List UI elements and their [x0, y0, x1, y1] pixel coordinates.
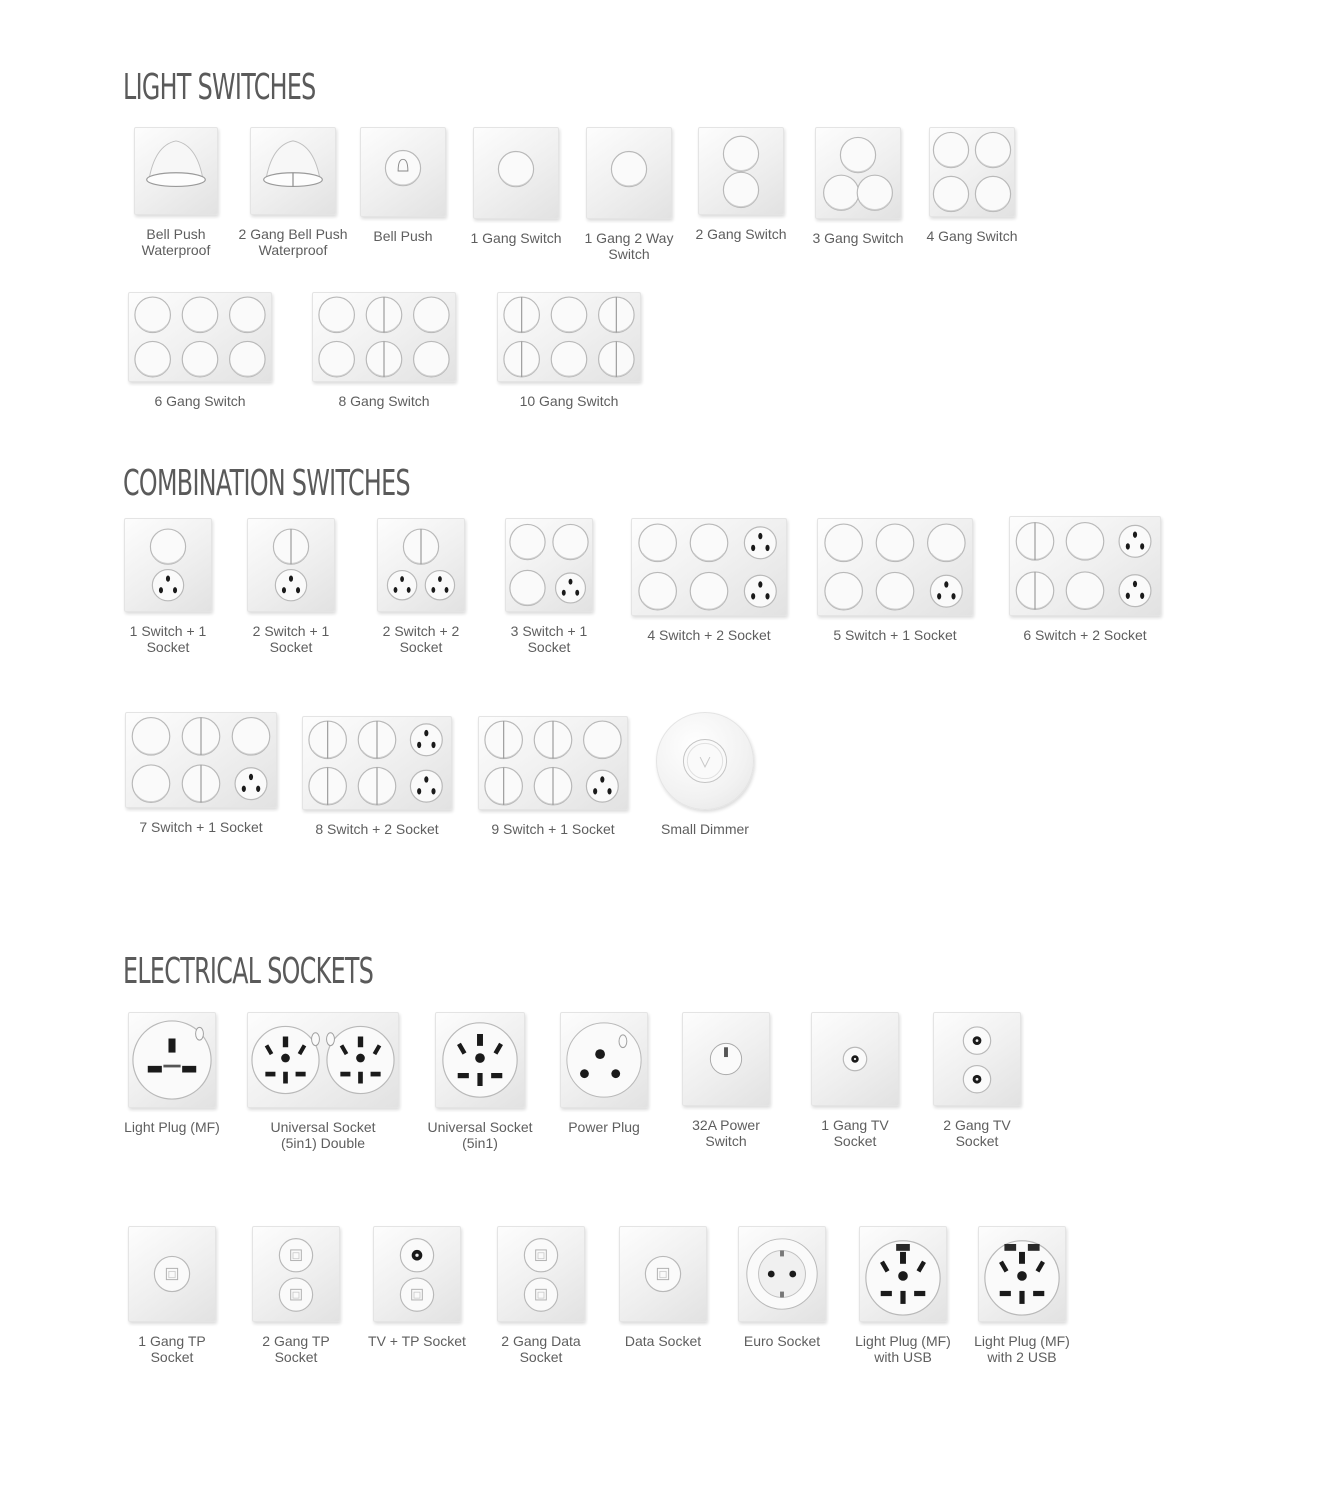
section-title-light-switches: LIGHT SWITCHES	[123, 67, 316, 108]
product-label: 2 Switch + 2 Socket	[382, 623, 460, 655]
product-label: 8 Gang Switch	[338, 393, 430, 409]
bell-2gang-waterproof-icon	[250, 127, 336, 215]
product-item[interactable]	[897, 127, 1047, 244]
product-label: 2 Gang TP Socket	[262, 1333, 330, 1365]
product-label: 1 Switch + 1 Socket	[129, 623, 207, 655]
universal-double-icon	[247, 1012, 399, 1108]
switch-3gang-icon	[815, 127, 901, 219]
product-label: 1 Gang TV Socket	[821, 1117, 889, 1149]
euro-socket-icon	[738, 1226, 826, 1322]
product-label: Light Plug (MF) with USB	[855, 1333, 951, 1365]
product-item[interactable]	[947, 1226, 1097, 1365]
product-label: 9 Switch + 1 Socket	[491, 821, 615, 837]
power-plug-icon	[560, 1012, 648, 1108]
product-label: 2 Gang Data Socket	[501, 1333, 581, 1365]
product-label: 6 Gang Switch	[154, 393, 246, 409]
product-item[interactable]	[125, 292, 275, 409]
product-label: Power Plug	[568, 1119, 640, 1135]
product-item[interactable]	[902, 1012, 1052, 1149]
product-item[interactable]	[820, 518, 970, 643]
product-label: Bell Push	[373, 228, 433, 244]
product-item[interactable]	[126, 712, 276, 835]
combo-1s1k-icon	[124, 518, 212, 612]
universal-socket-icon	[435, 1012, 525, 1108]
product-item[interactable]	[302, 716, 452, 837]
tp-2gang-icon	[252, 1226, 340, 1322]
combo-2s2k-icon	[377, 518, 465, 612]
data-2gang-icon	[497, 1226, 585, 1322]
product-label: Bell Push Waterproof	[141, 226, 211, 258]
product-item[interactable]	[634, 518, 784, 643]
tp-1gang-icon	[128, 1226, 216, 1322]
product-label: TV + TP Socket	[368, 1333, 466, 1349]
tv-2gang-icon	[933, 1012, 1021, 1106]
combo-9s1k-icon	[478, 716, 628, 810]
product-item[interactable]	[1010, 516, 1160, 643]
product-label: 2 Gang Bell Push Waterproof	[238, 226, 348, 258]
product-label: Universal Socket (5in1) Double	[270, 1119, 376, 1151]
combo-7s1k-icon	[125, 712, 277, 808]
product-label: 32A Power Switch	[692, 1117, 760, 1149]
product-label: 2 Gang TV Socket	[943, 1117, 1011, 1149]
switch-1gang-icon	[473, 127, 559, 219]
combo-2s1k-icon	[247, 518, 335, 612]
product-item[interactable]	[494, 292, 644, 409]
product-label: 10 Gang Switch	[519, 393, 619, 409]
product-label: Data Socket	[624, 1333, 702, 1349]
switch-4gang-icon	[929, 127, 1015, 217]
product-label: 5 Switch + 1 Socket	[833, 627, 957, 643]
product-item[interactable]	[651, 1012, 801, 1149]
product-item[interactable]	[478, 716, 628, 837]
combo-8s2k-icon	[302, 716, 452, 810]
product-item[interactable]	[97, 1012, 247, 1135]
switch-2gang-icon	[698, 127, 784, 215]
tv-tp-icon	[373, 1226, 461, 1322]
product-label: 3 Gang Switch	[812, 230, 904, 246]
combo-3s1k-icon	[505, 518, 593, 612]
product-label: 8 Switch + 2 Socket	[315, 821, 439, 837]
product-item[interactable]	[248, 1012, 398, 1151]
product-label: 3 Switch + 1 Socket	[510, 623, 588, 655]
product-label: 1 Gang Switch	[470, 230, 562, 246]
switch-8gang-icon	[312, 292, 456, 382]
product-item[interactable]	[309, 292, 459, 409]
product-label: 4 Gang Switch	[926, 228, 1018, 244]
combo-6s2k-icon	[1009, 516, 1161, 616]
product-item[interactable]	[216, 518, 366, 655]
section-title-combination-switches: COMBINATION SWITCHES	[123, 463, 410, 504]
product-label: Euro Socket	[743, 1333, 821, 1349]
product-label: 2 Gang Switch	[695, 226, 787, 242]
product-item[interactable]	[474, 518, 624, 655]
combo-4s2k-icon	[631, 518, 787, 616]
product-label: 1 Gang 2 Way Switch	[584, 230, 674, 262]
tv-1gang-icon	[811, 1012, 899, 1106]
combo-5s1k-icon	[817, 518, 973, 616]
switch-10gang-icon	[497, 292, 641, 382]
product-label: 6 Switch + 2 Socket	[1023, 627, 1147, 643]
product-label: 1 Gang TP Socket	[138, 1333, 206, 1365]
bell-waterproof-icon	[134, 127, 218, 215]
power-switch-32a-icon	[682, 1012, 770, 1106]
product-label: Light Plug (MF) with 2 USB	[974, 1333, 1070, 1365]
switch-6gang-icon	[128, 292, 272, 382]
switch-1gang-2way-icon	[586, 127, 672, 219]
product-label: 7 Switch + 1 Socket	[139, 819, 263, 835]
light-plug-usb-icon	[859, 1226, 947, 1322]
product-item[interactable]	[630, 712, 780, 837]
dimmer-icon	[656, 712, 754, 810]
product-label: 2 Switch + 1 Socket	[252, 623, 330, 655]
product-label: Light Plug (MF)	[124, 1119, 220, 1135]
light-plug-icon	[128, 1012, 216, 1108]
product-label: 4 Switch + 2 Socket	[647, 627, 771, 643]
product-label: Universal Socket (5in1)	[427, 1119, 533, 1151]
product-label: Small Dimmer	[661, 821, 749, 837]
data-socket-icon	[619, 1226, 707, 1322]
light-plug-2usb-icon	[978, 1226, 1066, 1322]
section-title-electrical-sockets: ELECTRICAL SOCKETS	[123, 951, 374, 992]
bell-push-icon	[360, 127, 446, 217]
